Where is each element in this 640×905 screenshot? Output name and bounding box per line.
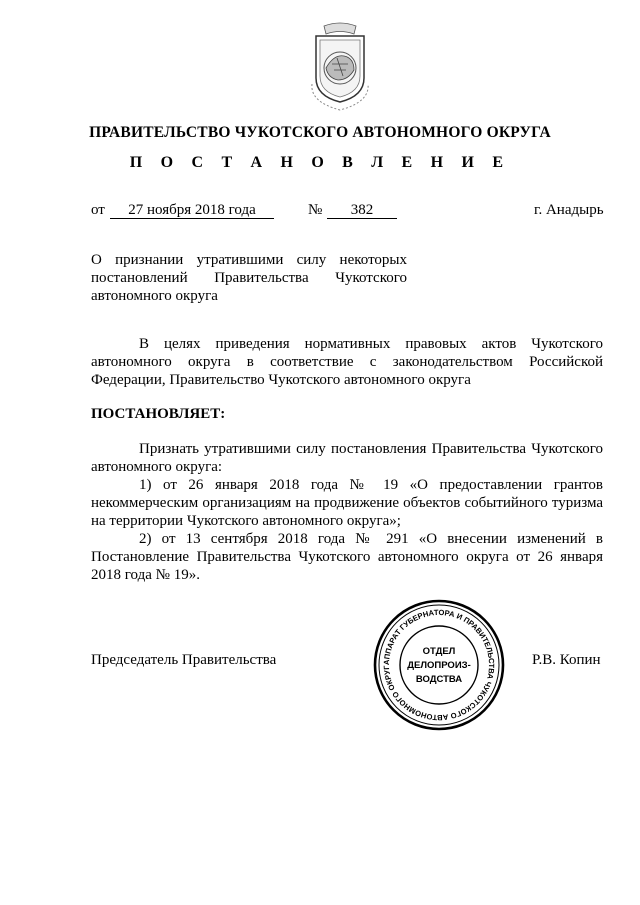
date-field: [110, 202, 274, 219]
signature-position: Председатель Правительства: [91, 652, 277, 668]
city: г. Анадырь: [534, 202, 604, 218]
organization-title: ПРАВИТЕЛЬСТВО ЧУКОТСКОГО АВТОНОМНОГО ОКРУГА: [89, 124, 551, 141]
body-item-2: 2) от 13 сентября 2018 года № 291 «О внесении изменений в Постановление Правительства Чукотского автономного округа от 26 января 2018 года № 19».: [91, 531, 603, 583]
resolves-heading: ПОСТАНОВЛЯЕТ:: [91, 406, 226, 422]
document-number: 382: [327, 202, 397, 219]
number-field: [327, 202, 397, 219]
document-type-title: П О С Т А Н О В Л Е Н И Е: [129, 154, 511, 171]
document-subject: О признании утратившими силу некоторых постановлений Правительства Чукотского автономного округа: [91, 252, 407, 304]
document-body: [91, 440, 603, 584]
document-date: 27 ноября 2018 года: [110, 202, 274, 219]
stamp-seal-icon: [372, 598, 506, 732]
body-item-1: 1) от 26 января 2018 года № 19 «О предоставлении грантов некоммерческим организациям на продвижение объектов событийного туризма на территории Чукотского автономного округа»;: [91, 477, 603, 529]
preamble-text: В целях приведения нормативных правовых актов Чукотского автономного округа в соответствие с законодательством Российской Федерации, Правительство Чукотского автономного округа: [91, 336, 603, 388]
body-lead: Признать утратившими силу постановления Правительства Чукотского автономного округа:: [91, 441, 603, 475]
signature-name: Р.В. Копин: [532, 652, 601, 668]
coat-of-arms-icon: [304, 18, 376, 112]
stamp-center-line-2: ДЕЛОПРОИЗ-: [407, 660, 471, 671]
number-sign: №: [308, 202, 323, 218]
preamble: [91, 335, 603, 389]
stamp-ring-text: АППАРАТ ГУБЕРНАТОРА И ПРАВИТЕЛЬСТВА ЧУКОТСКОГО АВТОНОМНОГО ОКРУГ: [381, 607, 497, 723]
stamp-center-line-3: ВОДСТВА: [415, 674, 463, 685]
office-stamp: [372, 598, 506, 732]
coat-of-arms-emblem: [304, 18, 376, 112]
date-prefix: от: [91, 202, 105, 218]
stamp-center-line-1: ОТДЕЛ: [422, 646, 456, 657]
